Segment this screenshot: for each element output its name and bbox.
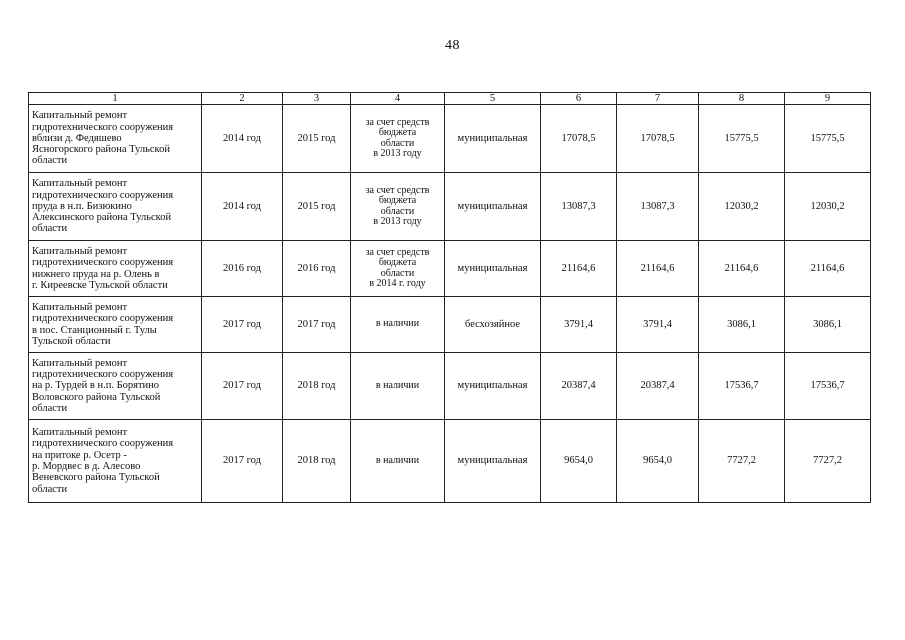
funding-source-cell <box>351 353 445 420</box>
funding-source-line: за счет средств <box>365 117 430 129</box>
object-name-line: вблизи д. Федяшево <box>32 132 122 144</box>
object-name-line: Тульской области <box>32 335 111 347</box>
funding-source-cell <box>351 173 445 241</box>
value-col8-cell: 21164,6 <box>699 241 785 297</box>
funding-source-line: в наличии <box>375 318 420 330</box>
object-name-line: Веневского района Тульской <box>32 472 160 484</box>
header-cell: 6 <box>541 93 617 105</box>
end-year-cell: 2017 год <box>283 297 351 353</box>
ownership-cell: муниципальная <box>445 105 541 173</box>
ownership-cell: муниципальная <box>445 173 541 241</box>
object-name-line: Капитальный ремонт <box>32 178 128 190</box>
header-cell: 7 <box>617 93 699 105</box>
header-cell: 3 <box>283 93 351 105</box>
object-name-line: гидротехнического сооружения <box>32 313 174 325</box>
ownership-cell: муниципальная <box>445 241 541 297</box>
end-year-cell: 2018 год <box>283 420 351 503</box>
object-name-line: на р. Турдей в н.п. Борятино <box>32 380 160 392</box>
value-col6-cell: 17078,5 <box>541 105 617 173</box>
value-col8-cell: 7727,2 <box>699 420 785 503</box>
table-row <box>29 297 871 353</box>
value-col9-cell: 12030,2 <box>785 173 871 241</box>
funding-source-cell <box>351 105 445 173</box>
funding-source-line: бюджета <box>378 257 417 269</box>
ownership-cell: муниципальная <box>445 420 541 503</box>
funding-source-line: в 2014 г. году <box>369 277 426 289</box>
start-year-cell: 2017 год <box>202 297 283 353</box>
object-name-line: области <box>32 155 68 167</box>
value-col8-cell: 12030,2 <box>699 173 785 241</box>
object-name-cell <box>29 173 202 241</box>
funding-source-line: бюджета <box>378 195 417 207</box>
object-name-line: р. Мордвес в д. Алесово <box>32 461 141 472</box>
object-name-line: гидротехнического сооружения <box>32 438 174 450</box>
object-name-line: нижнего пруда на р. Олень в <box>32 268 160 280</box>
value-col7-cell: 21164,6 <box>617 241 699 297</box>
funding-source-line: в наличии <box>375 379 420 391</box>
object-name-line: области <box>32 483 68 495</box>
start-year-cell: 2014 год <box>202 173 283 241</box>
object-name-cell <box>29 297 202 353</box>
value-col7-cell: 13087,3 <box>617 173 699 241</box>
object-name-line: Капитальный ремонт <box>32 110 128 122</box>
funding-source-line: за счет средств <box>365 185 430 197</box>
object-name-line: области <box>32 402 68 414</box>
funding-source-line: в 2013 году <box>373 147 422 159</box>
object-name-line: Ясногорского района Тульской <box>32 144 170 156</box>
header-cell: 4 <box>351 93 445 105</box>
funding-source-line: области <box>380 267 415 279</box>
funding-source-line: в 2013 году <box>373 215 422 227</box>
header-cell: 1 <box>29 93 202 105</box>
object-name-line: г. Киреевске Тульской области <box>32 279 168 291</box>
end-year-cell: 2016 год <box>283 241 351 297</box>
object-name-line: Капитальный ремонт <box>32 427 128 439</box>
value-col9-cell: 7727,2 <box>785 420 871 503</box>
value-col9-cell: 21164,6 <box>785 241 871 297</box>
object-name-cell <box>29 241 202 297</box>
end-year-cell: 2018 год <box>283 353 351 420</box>
object-name-line: Алексинского района Тульской <box>32 212 172 224</box>
table-header-row <box>29 93 871 105</box>
object-name-line: в пос. Станционный г. Тулы <box>32 324 157 336</box>
data-table <box>28 92 871 503</box>
value-col6-cell: 13087,3 <box>541 173 617 241</box>
value-col6-cell: 3791,4 <box>541 297 617 353</box>
funding-source-cell <box>351 420 445 503</box>
object-name-line: гидротехнического сооружения <box>32 369 174 381</box>
table-row <box>29 420 871 503</box>
object-name-line: Капитальный ремонт <box>32 357 128 369</box>
start-year-cell: 2014 год <box>202 105 283 173</box>
value-col7-cell: 20387,4 <box>617 353 699 420</box>
value-col8-cell: 15775,5 <box>699 105 785 173</box>
funding-source-cell <box>351 297 445 353</box>
object-name-cell <box>29 105 202 173</box>
header-cell: 5 <box>445 93 541 105</box>
value-col7-cell: 3791,4 <box>617 297 699 353</box>
object-name-line: гидротехнического сооружения <box>32 257 174 269</box>
object-name-line: гидротехнического сооружения <box>32 189 174 201</box>
header-cell: 9 <box>785 93 871 105</box>
funding-source-line: бюджета <box>378 127 417 139</box>
object-name-line: Капитальный ремонт <box>32 245 128 257</box>
funding-source-cell <box>351 241 445 297</box>
header-cell: 2 <box>202 93 283 105</box>
ownership-cell: бесхозяйное <box>445 297 541 353</box>
object-name-cell <box>29 353 202 420</box>
table-row <box>29 353 871 420</box>
start-year-cell: 2016 год <box>202 241 283 297</box>
header-cell: 8 <box>699 93 785 105</box>
object-name-line: области <box>32 223 68 235</box>
funding-source-line: в наличии <box>375 454 420 466</box>
table-row <box>29 173 871 241</box>
value-col8-cell: 17536,7 <box>699 353 785 420</box>
start-year-cell: 2017 год <box>202 353 283 420</box>
table-row <box>29 241 871 297</box>
funding-source-line: области <box>380 205 415 217</box>
value-col6-cell: 9654,0 <box>541 420 617 503</box>
value-col9-cell: 17536,7 <box>785 353 871 420</box>
value-col7-cell: 17078,5 <box>617 105 699 173</box>
object-name-line: гидротехнического сооружения <box>32 121 174 133</box>
value-col8-cell: 3086,1 <box>699 297 785 353</box>
ownership-cell: муниципальная <box>445 353 541 420</box>
value-col9-cell: 15775,5 <box>785 105 871 173</box>
value-col7-cell: 9654,0 <box>617 420 699 503</box>
funding-source-line: за счет средств <box>365 247 430 259</box>
object-name-cell <box>29 420 202 503</box>
value-col9-cell: 3086,1 <box>785 297 871 353</box>
end-year-cell: 2015 год <box>283 105 351 173</box>
page-number: 48 <box>445 38 460 53</box>
value-col6-cell: 21164,6 <box>541 241 617 297</box>
value-col6-cell: 20387,4 <box>541 353 617 420</box>
object-name-line: на притоке р. Осетр - <box>32 449 127 461</box>
object-name-line: пруда в н.п. Бизюкино <box>32 200 132 212</box>
table-row <box>29 105 871 173</box>
object-name-line: Воловского района Тульской <box>32 391 161 403</box>
funding-source-line: области <box>380 137 415 149</box>
start-year-cell: 2017 год <box>202 420 283 503</box>
end-year-cell: 2015 год <box>283 173 351 241</box>
object-name-line: Капитальный ремонт <box>32 301 128 313</box>
